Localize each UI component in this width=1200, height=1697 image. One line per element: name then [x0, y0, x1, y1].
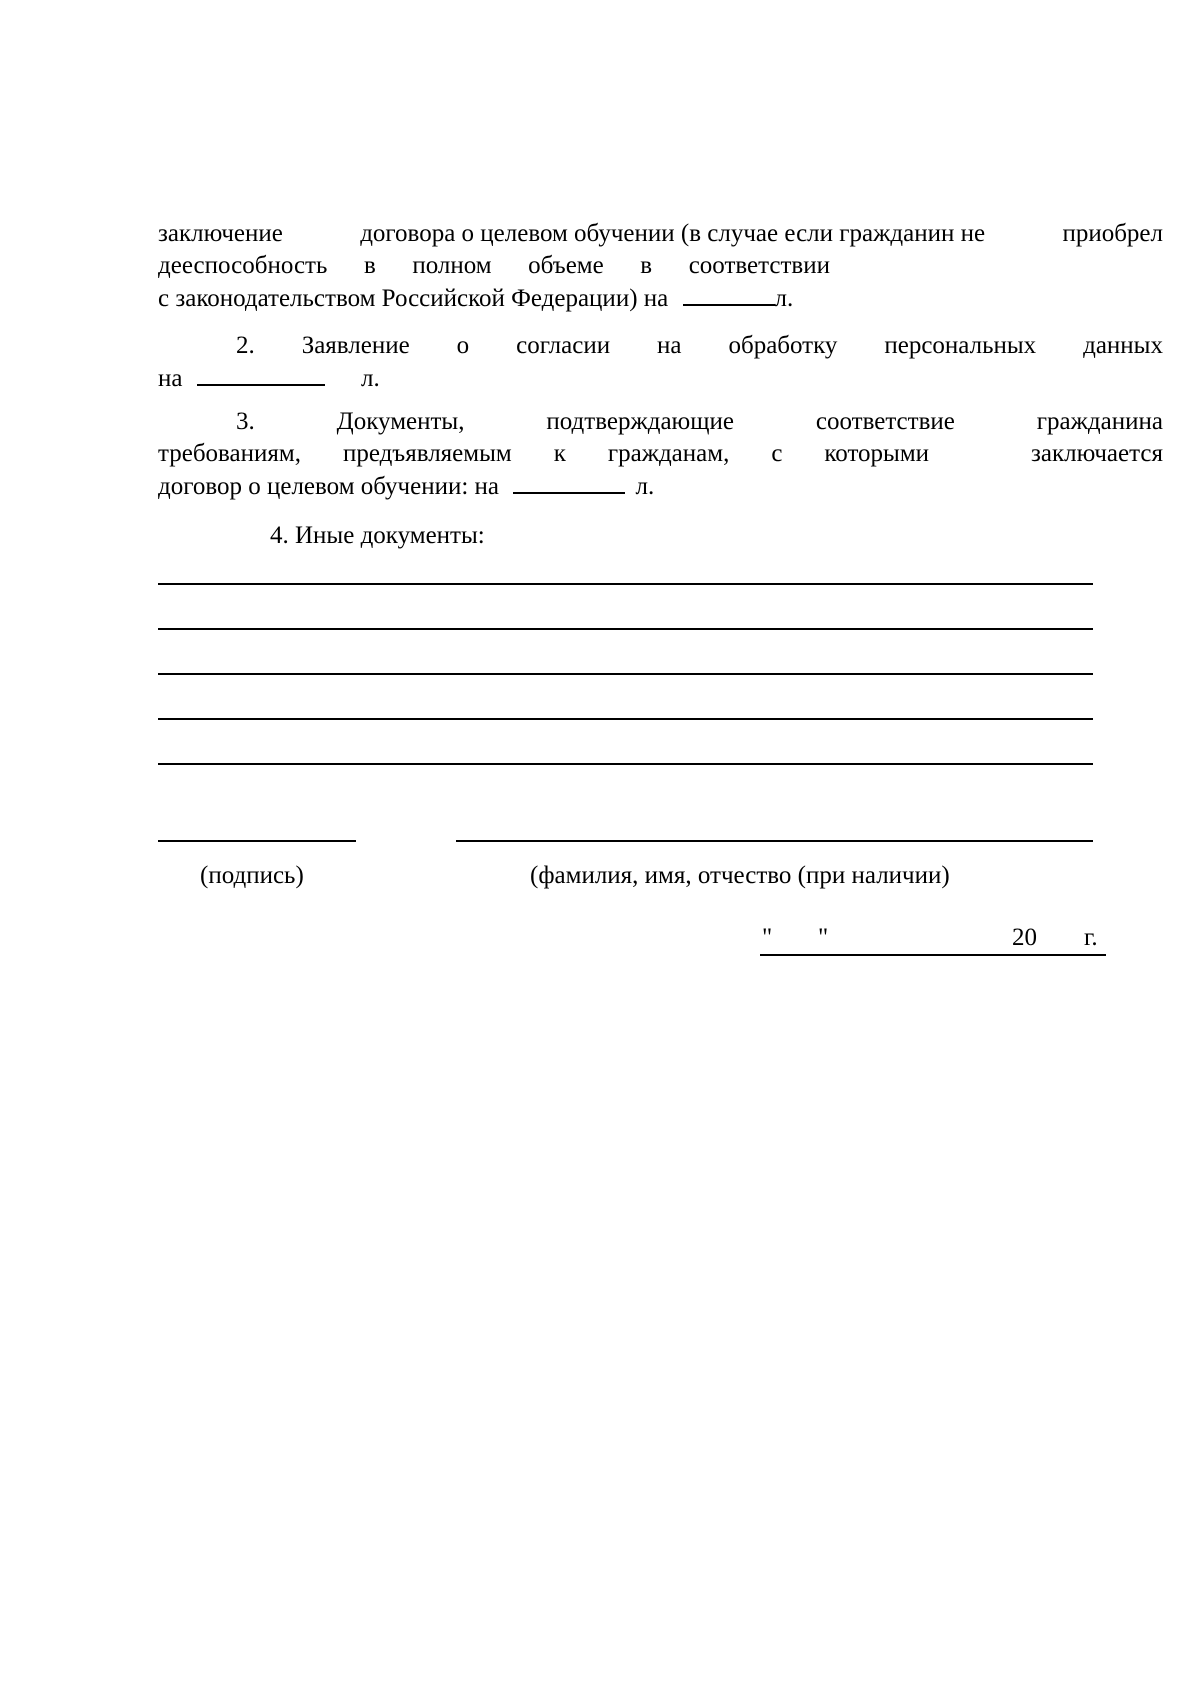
paragraph1-line2: [158, 250, 830, 282]
item3-line2: [158, 438, 1163, 470]
full-name-line[interactable]: [456, 840, 1093, 842]
word: которыми: [824, 440, 930, 467]
sheet-count-blank[interactable]: [197, 362, 325, 386]
sheet-count-blank[interactable]: [683, 282, 775, 306]
item3-line3: [158, 470, 1163, 502]
word: приобрел: [1062, 220, 1163, 247]
word: гражданам,: [607, 440, 730, 467]
item3-line3-text: договор о целевом обучении: на: [158, 473, 500, 500]
word: на: [657, 332, 682, 359]
item-number: 3.: [236, 408, 255, 435]
sheet-count-blank[interactable]: [513, 470, 625, 494]
word: Документы,: [336, 408, 465, 435]
word: о: [456, 332, 470, 359]
date-open-quote: ": [762, 924, 773, 951]
date-year-prefix: 20: [1012, 924, 1037, 951]
word: в: [640, 252, 653, 279]
sheets-suffix: л.: [360, 365, 380, 392]
word: предъявляемым: [342, 440, 512, 467]
full-name-caption: (фамилия, имя, отчество (при наличии): [530, 862, 950, 889]
word: гражданина: [1036, 408, 1163, 435]
paragraph1-line1: [158, 218, 1163, 250]
date-year-suffix: г.: [1084, 924, 1098, 951]
word: соответствии: [688, 252, 830, 279]
item2-prefix: на: [158, 365, 183, 392]
word: полном: [412, 252, 492, 279]
date-close-quote: ": [818, 924, 829, 951]
paragraph1-line3-text: с законодательством Российской Федерации) на: [158, 285, 669, 312]
item2-line2: [158, 362, 1163, 394]
other-documents-line[interactable]: [158, 583, 1093, 585]
word: к: [553, 440, 566, 467]
word: подтверждающие: [546, 408, 734, 435]
item-number: 2.: [236, 332, 255, 359]
other-documents-line[interactable]: [158, 718, 1093, 720]
item4-label: [270, 520, 870, 552]
word: заключается: [1031, 440, 1163, 467]
word: соответствие: [815, 408, 955, 435]
item3-line1: [236, 406, 1163, 438]
paragraph1-line3: [158, 282, 1163, 314]
date-field[interactable]: [760, 922, 1106, 956]
word: Заявление: [301, 332, 410, 359]
other-documents-line[interactable]: [158, 673, 1093, 675]
word: требованиям,: [158, 440, 301, 467]
item2-line1: [236, 330, 1163, 362]
word: данных: [1083, 332, 1163, 359]
sheets-suffix: л.: [774, 285, 794, 312]
word: договора о целевом обучении (в случае если гражданин не: [360, 220, 986, 247]
word: персональных: [884, 332, 1037, 359]
signature-line[interactable]: [158, 840, 356, 842]
sheets-suffix: л.: [635, 473, 655, 500]
other-documents-line[interactable]: [158, 628, 1093, 630]
word: обработку: [728, 332, 838, 359]
word: дееспособность: [158, 252, 328, 279]
word: заключение: [158, 220, 283, 247]
signature-caption: (подпись): [200, 862, 304, 889]
item4-label-text: 4. Иные документы:: [270, 522, 485, 549]
other-documents-line[interactable]: [158, 763, 1093, 765]
word: с: [771, 440, 783, 467]
word: согласии: [516, 332, 611, 359]
word: объеме: [528, 252, 604, 279]
word: в: [363, 252, 376, 279]
